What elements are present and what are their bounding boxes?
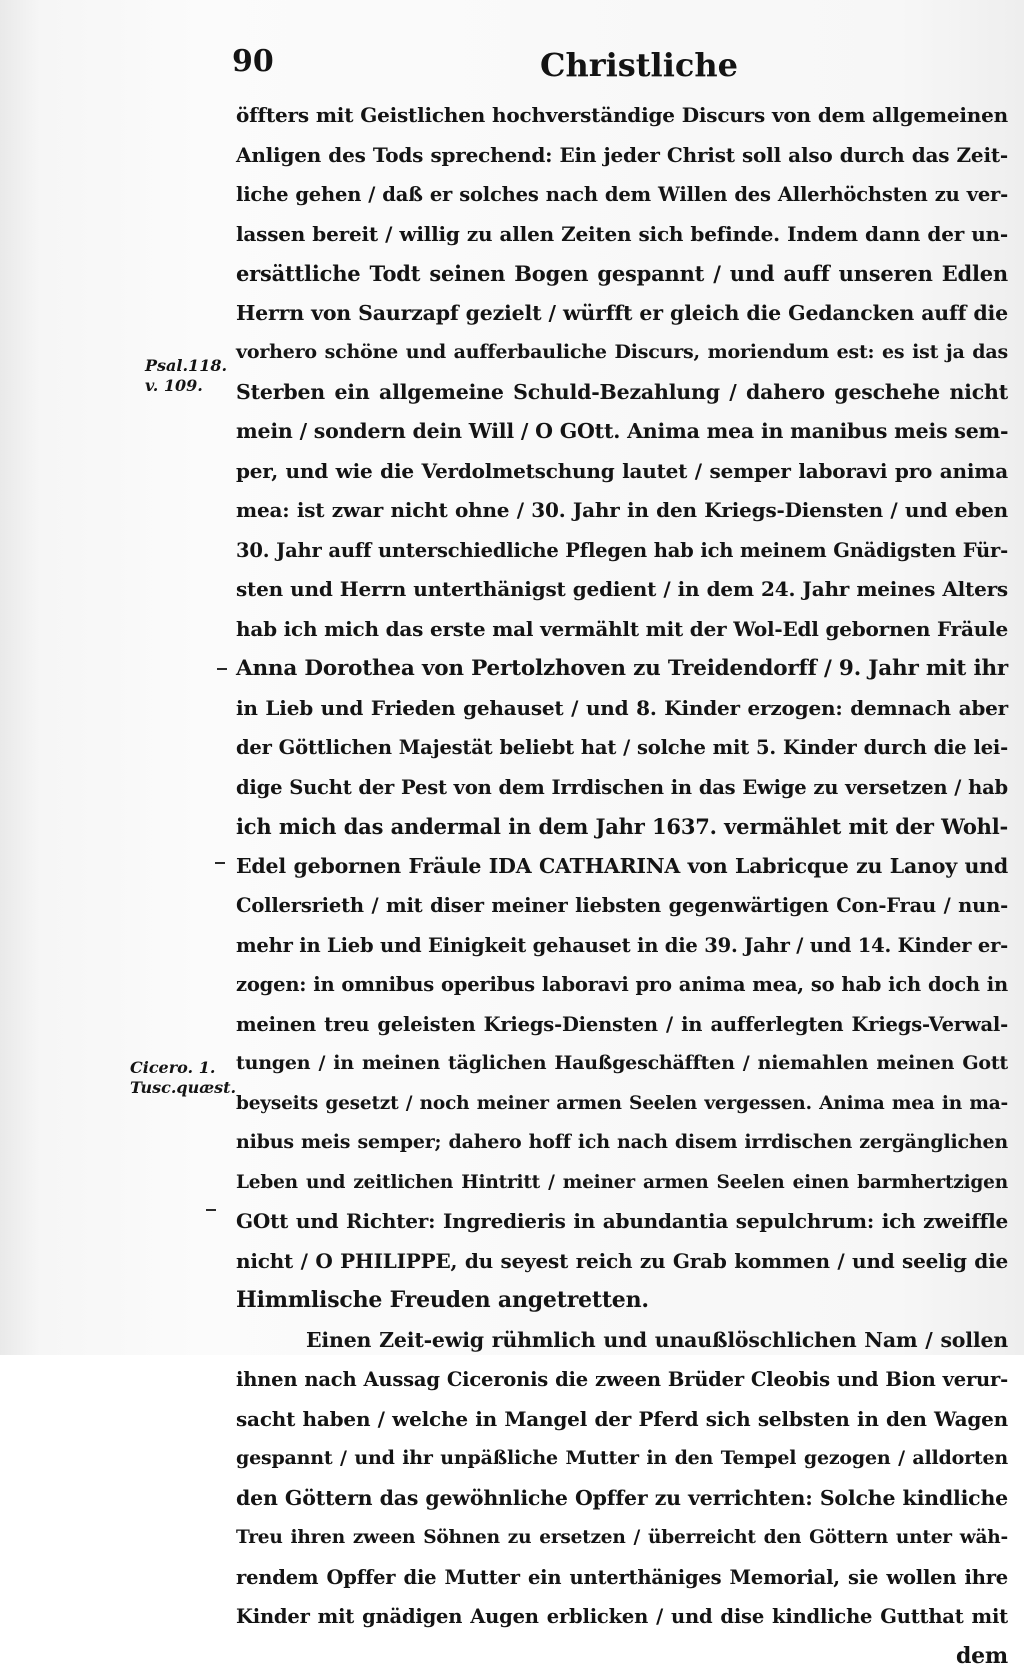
text-line: tungen / in meinen täglichen Haußgeschäfften / niemahlen meinen Gott <box>236 1044 1008 1084</box>
text-line: öffters mit Geistlichen hochverständige Discurs von dem allgemeinen <box>236 96 1008 136</box>
text-line: nibus meis semper; dahero hoff ich nach disem irrdischen zergänglichen <box>236 1123 1008 1163</box>
text-line: 30. Jahr auff unterschiedliche Pflegen hab ich meinem Gnädigsten Für- <box>236 531 1008 571</box>
margin-note-cicero <box>130 1058 236 1098</box>
text-line: Sterben ein allgemeine Schuld-Bezahlung / dahero geschehe nicht <box>236 373 1008 413</box>
margin-dash-mark <box>215 862 225 864</box>
text-line: GOtt und Richter: Ingredieris in abundantia sepulchrum: ich zweiffle <box>236 1202 1008 1242</box>
margin-note-psalm <box>145 356 227 396</box>
text-line: meinen treu geleisten Kriegs-Diensten / in aufferlegten Kriegs-Verwal- <box>236 1005 1008 1045</box>
margin-note-line: v. 109. <box>145 376 227 396</box>
text-line: hab ich mich das erste mal vermählt mit der Wol-Edl gebornen Fräule <box>236 610 1008 650</box>
text-line: der Göttlichen Majestät beliebt hat / solche mit 5. Kinder durch die lei- <box>236 728 1008 768</box>
running-head: Christliche <box>540 46 738 84</box>
text-line: per, und wie die Verdolmetschung lautet / semper laboravi pro anima <box>236 452 1008 492</box>
text-line: Collersrieth / mit diser meiner liebsten gegenwärtigen Con-Frau / nun- <box>236 886 1008 926</box>
text-line: Treu ihren zween Söhnen zu ersetzen / überreicht den Göttern unter wäh- <box>236 1518 1008 1558</box>
text-line: sten und Herrn unterthänigst gedient / in dem 24. Jahr meines Alters <box>236 570 1008 610</box>
text-line: Leben und zeitlichen Hintritt / meiner armen Seelen einen barmhertzigen <box>236 1163 1008 1203</box>
text-line: beyseits gesetzt / noch meiner armen Seelen vergessen. Anima mea in ma- <box>236 1084 1008 1124</box>
text-line: sacht haben / welche in Mangel der Pferd sich selbsten in den Wagen <box>236 1400 1008 1440</box>
text-line: Anna Dorothea von Pertolzhoven zu Treidendorff / 9. Jahr mit ihr <box>236 649 1008 689</box>
text-line: rendem Opffer die Mutter ein unterthäniges Memorial, sie wollen ihre <box>236 1558 1008 1598</box>
text-line: Herrn von Saurzapf gezielt / würfft er gleich die Gedancken auff die <box>236 294 1008 334</box>
margin-dash-mark <box>206 1209 216 1211</box>
text-line: ihnen nach Aussag Ciceronis die zween Brüder Cleobis und Bion verur- <box>236 1360 1008 1400</box>
text-line: den Göttern das gewöhnliche Opffer zu verrichten: Solche kindliche <box>236 1479 1008 1519</box>
body-text <box>236 96 1008 1676</box>
text-line: gespannt / und ihr unpäßliche Mutter in den Tempel gezogen / alldorten <box>236 1439 1008 1479</box>
text-line: Kinder mit gnädigen Augen erblicken / und dise kindliche Gutthat mit <box>236 1597 1008 1637</box>
text-line: Edel gebornen Fräule IDA CATHARINA von Labricque zu Lanoy und <box>236 847 1008 887</box>
text-line: zogen: in omnibus operibus laboravi pro anima mea, so hab ich doch in <box>236 965 1008 1005</box>
margin-note-line: Cicero. 1. <box>130 1058 236 1078</box>
catchword: dem <box>236 1637 1008 1676</box>
margin-note-line: Tusc.quæst. <box>130 1078 236 1098</box>
text-line: in Lieb und Frieden gehauset / und 8. Kinder erzogen: demnach aber <box>236 689 1008 729</box>
text-line: nicht / O PHILIPPE, du seyest reich zu Grab kommen / und seelig die <box>236 1242 1008 1282</box>
text-line: mehr in Lieb und Einigkeit gehauset in die 39. Jahr / und 14. Kinder er- <box>236 926 1008 966</box>
text-line: Einen Zeit-ewig rühmlich und unaußlöschlichen Nam / sollen <box>236 1321 1008 1361</box>
text-line: Himmlische Freuden angetretten. <box>236 1281 1008 1321</box>
text-line: vorhero schöne und aufferbauliche Discurs, moriendum est: es ist ja das <box>236 333 1008 373</box>
text-line: Anligen des Tods sprechend: Ein jeder Christ soll also durch das Zeit- <box>236 136 1008 176</box>
margin-note-line: Psal.118. <box>145 356 227 376</box>
text-line: lassen bereit / willig zu allen Zeiten sich befinde. Indem dann der un- <box>236 215 1008 255</box>
text-line: dige Sucht der Pest von dem Irrdischen in das Ewige zu versetzen / hab <box>236 768 1008 808</box>
text-line: liche gehen / daß er solches nach dem Willen des Allerhöchsten zu ver- <box>236 175 1008 215</box>
page-number: 90 <box>232 44 274 79</box>
text-line: mea: ist zwar nicht ohne / 30. Jahr in den Kriegs-Diensten / und eben <box>236 491 1008 531</box>
text-line: ich mich das andermal in dem Jahr 1637. vermählet mit der Wohl- <box>236 807 1008 847</box>
margin-dash-mark <box>217 668 227 670</box>
text-line: mein / sondern dein Will / O GOtt. Anima mea in manibus meis sem- <box>236 412 1008 452</box>
text-line: ersättliche Todt seinen Bogen gespannt / und auff unseren Edlen <box>236 254 1008 294</box>
